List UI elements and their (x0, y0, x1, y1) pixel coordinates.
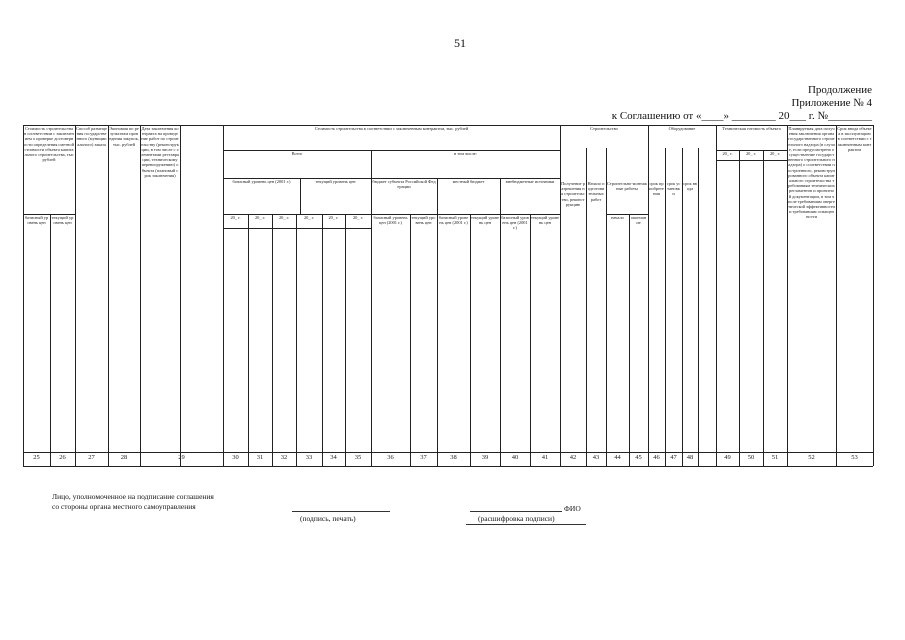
header-cell-subject-base: базисный уровень цен (2001 г.) (373, 215, 408, 226)
column-number: 37 (420, 454, 427, 461)
header-cell-local-budget: местный бюджет (452, 179, 485, 184)
header-cell-total: Всего (291, 151, 303, 156)
column-number: 25 (33, 454, 40, 461)
column-number: 33 (305, 454, 313, 461)
column-border (322, 214, 323, 466)
column-border (272, 214, 273, 466)
header-cell-year: 20_ г. (352, 215, 364, 220)
column-number: 49 (724, 454, 731, 461)
column-number: 28 (120, 454, 128, 461)
column-number: 40 (511, 454, 519, 461)
column-number: 47 (670, 454, 677, 461)
column-number: 32 (280, 454, 288, 461)
header-cell-readiness: Техническая готовость объекта (722, 126, 781, 131)
header-cell-subject-budget: бюджет субъекта Российской Федерации (372, 179, 436, 190)
column-number: 52 (808, 454, 815, 461)
column-number: 44 (614, 454, 621, 461)
column-border (248, 214, 249, 466)
column-border (698, 148, 699, 466)
header-cell-permit: Получение разрешения на строительство, реконструкцию (561, 181, 585, 207)
header-cell-local-base: базисный уровень цен (2001 г.) (438, 215, 469, 226)
header-cell-estimate-base: базисный уровень цен (24, 215, 49, 226)
header-cell-inspection-date: Планируемая дата получения заключения органа государственного строительного надзора (в случае, если предусмотрено осуществление государственного строительного надзора) о соответствии построенного, реконструированного объекта капитального строительства требованиям технических регламентов и проектной документации, в том числе требованиям энергетической эффективности и требованиям оснащенности (788, 126, 835, 220)
signer-label-line1: Лицо, уполномоченное на подписание соглашения (52, 492, 214, 501)
header-cell-install-term: срок установки (666, 181, 681, 197)
header-cell-extra-budget: внебюджетные источники (505, 179, 555, 184)
signature-caption: (подпись, печать) (300, 514, 356, 523)
column-number: 41 (541, 454, 549, 461)
header-cell-extra-current: текущий уровень цен (531, 215, 559, 226)
header-cell-construction: Строительство (590, 126, 618, 131)
header-cell-current-price: текущий уровень цен (315, 179, 356, 184)
column-number: 30 (232, 454, 239, 461)
column-number: 53 (851, 454, 858, 461)
header-cell-extra-base: базисный уровень цен (2001 г.) (501, 215, 529, 231)
column-number: 51 (771, 454, 779, 461)
column-border (739, 150, 740, 466)
header-cell-smr-end: окончание (630, 215, 647, 226)
header-cell-base-price: базисный уровень цен (2001 г.) (232, 179, 291, 184)
header-cell-contract-cost: Стоимость строительства в соответствии с заключенным контрактом, тыс. рублей (314, 126, 469, 131)
header-cell-estimate-current: текущий уровень цен (51, 215, 74, 226)
header-cell-including: в том числе: (454, 151, 477, 156)
column-border (763, 150, 764, 466)
column-number: 43 (592, 454, 600, 461)
header-cell-equipment: Оборудование (668, 126, 696, 131)
header-cell-year: 20_ г. (303, 215, 315, 220)
header-cell-year: 20_ г. (278, 215, 290, 220)
column-border (180, 125, 181, 466)
signer-label-line2: со стороны органа местного самоуправления (52, 502, 196, 511)
table-bottom-border (23, 466, 873, 467)
column-number: 36 (387, 454, 394, 461)
header-cell-commission-term: срок ввода (683, 181, 697, 192)
header-cell-year: 20_ г. (254, 215, 266, 220)
report-table (23, 125, 873, 466)
header-cell-smr: Строительно-монтажные работы (607, 181, 647, 192)
column-border (873, 125, 874, 466)
header-cell-prep-start: Начало подготовительных работ (587, 181, 605, 202)
header-cell-purchase-term: срок приобретения (649, 181, 664, 197)
column-number: 42 (569, 454, 577, 461)
column-number: 48 (686, 454, 694, 461)
signature-line (292, 511, 390, 512)
header-cell-readiness-year: 20_ г. (722, 151, 733, 156)
column-border (345, 214, 346, 466)
header-cell-smr-start: начало (611, 215, 624, 220)
appendix-label: Приложение № 4 (791, 97, 872, 109)
header-cell-commission-date: Срок ввода объекта в эксплуатацию в соответствии с заключенным контрактом (837, 126, 872, 152)
header-cell-procurement-method: Способ размещения государственного (муниципального) заказа (76, 126, 107, 147)
column-number: 39 (481, 454, 489, 461)
header-cell-local-current: текущий уровень цен (471, 215, 499, 226)
header-cell-readiness-year: 20_ г. (769, 151, 781, 156)
column-border (716, 125, 717, 466)
column-number: 35 (354, 454, 362, 461)
column-number: 50 (747, 454, 755, 461)
column-border (296, 214, 297, 466)
fio-label: ФИО (564, 504, 581, 513)
header-cell-savings: Экономия по результатам проведения закупок, тыс. рублей (109, 126, 139, 147)
column-number: 34 (330, 454, 337, 461)
agreement-reference: к Соглашению от «____» ________ 20___ г. №________ (611, 110, 872, 122)
row-border (223, 228, 371, 229)
column-number: 31 (256, 454, 264, 461)
continuation-label: Продолжение (807, 84, 872, 96)
header-cell-subject-current: текущий уровень цен (411, 215, 436, 226)
fio-caption-line (466, 524, 586, 525)
header-cell-contract-date: Дата заключения контракта на проведение работ по строительству (реконструкции, в том числе с элементами реставрации, техническому перевооружению) объекта (плановый срок заключения) (141, 126, 179, 178)
fio-line (470, 511, 562, 512)
column-number: 45 (635, 454, 642, 461)
header-cell-readiness-year: 20_ г. (745, 151, 757, 156)
header-cell-year: 20_ г. (328, 215, 339, 220)
column-number: 26 (59, 454, 66, 461)
column-number: 27 (88, 454, 95, 461)
column-number: 29 (178, 454, 185, 461)
column-number: 46 (653, 454, 660, 461)
column-number: 38 (450, 454, 457, 461)
header-cell-estimate-cost: Стоимость строительства в соответствии с заключением о проверке достоверности определения сметной стоимости объекта капитального строительства, тыс рублей (24, 126, 74, 163)
header-cell-year: 20_ г. (230, 215, 241, 220)
numbers-row-top (23, 452, 873, 453)
fio-caption: (расшифровка подписи) (478, 514, 555, 523)
page-number: 51 (454, 36, 466, 50)
